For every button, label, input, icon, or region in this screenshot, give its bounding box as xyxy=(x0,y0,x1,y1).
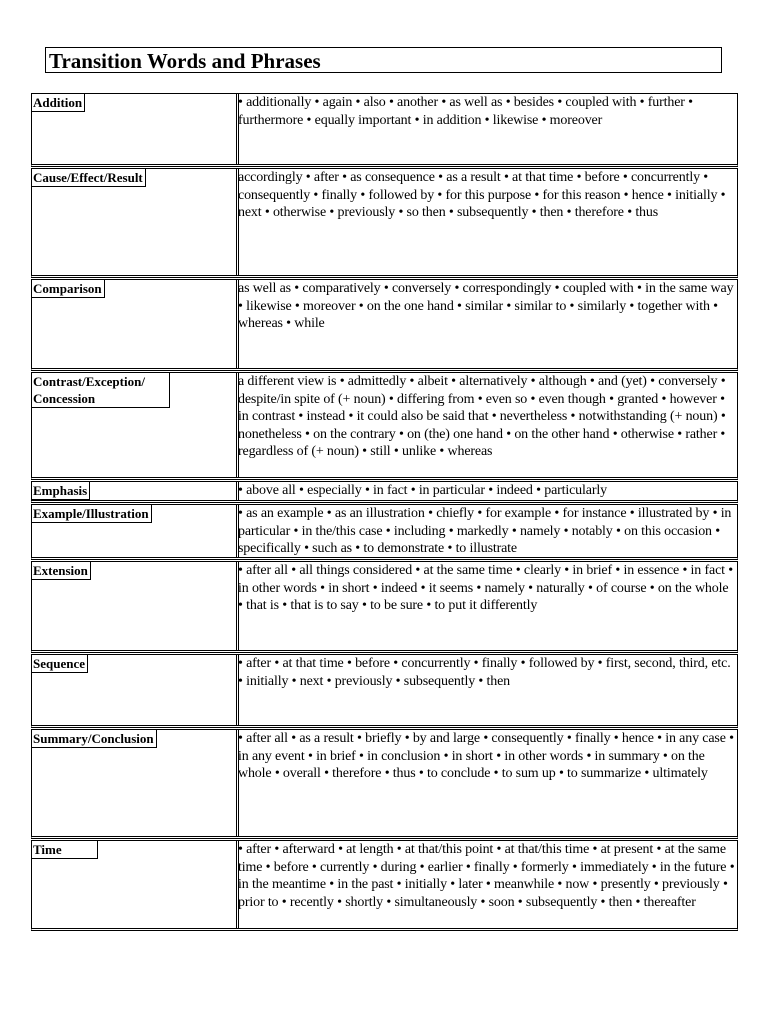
document-title: Transition Words and Phrases xyxy=(45,47,722,73)
category-label-summary-conclusion: Summary/Conclusion xyxy=(32,730,157,748)
table-row-time xyxy=(31,840,738,931)
table-row-sequence xyxy=(31,654,738,728)
category-label-sequence: Sequence xyxy=(32,655,88,673)
transition-words-comparison: as well as • comparatively • conversely • correspondingly • coupled with • in the same way • likewise • moreover • on the one hand • similar • similar to • similarly • together with • whereas • while xyxy=(238,281,734,332)
transition-words-addition: • additionally • again • also • another • as well as • besides • coupled with • further • furthermore • equally important • in addition • likewise • moreover xyxy=(238,95,693,128)
category-cell xyxy=(32,505,239,557)
category-cell xyxy=(32,94,239,164)
table-row-comparison xyxy=(31,279,738,371)
category-cell xyxy=(32,730,239,836)
category-cell xyxy=(32,562,239,650)
table-row-summary-conclusion xyxy=(31,729,738,839)
category-cell xyxy=(32,373,239,477)
transition-words-emphasis: • above all • especially • in fact • in particular • indeed • particularly xyxy=(238,483,607,498)
table-row-addition xyxy=(31,93,738,167)
transition-words-summary-conclusion: • after all • as a result • briefly • by and large • consequently • finally • hence • in any case • in any event • in brief • in conclusion • in short • in other words • in summary • on the whole • overall • therefore • thus • to conclude • to sum up • to summarize • ultimately xyxy=(238,731,734,782)
category-label-comparison: Comparison xyxy=(32,280,105,298)
category-cell xyxy=(32,482,239,500)
table-row-contrast-exception-concession xyxy=(31,372,738,480)
table-row-extension xyxy=(31,561,738,653)
category-label-time: Time xyxy=(32,841,98,859)
category-label-extension: Extension xyxy=(32,562,91,580)
transition-words-cause-effect-result: accordingly • after • as consequence • as a result • at that time • before • concurrently • consequently • finally • followed by • for this purpose • for this reason • hence • initially • next • otherwise • previously • so then • subsequently • then • therefore • thus xyxy=(238,170,726,221)
category-label-example-illustration: Example/Illustration xyxy=(32,505,152,523)
category-label-cause-effect-result: Cause/Effect/Result xyxy=(32,169,146,187)
category-label-addition: Addition xyxy=(32,94,85,112)
category-cell xyxy=(32,169,239,275)
transition-words-example-illustration: • as an example • as an illustration • chiefly • for example • for instance • illustrated by • in particular • in the/this case • including • markedly • namely • notably • on this occasion • specifically • such as • to demonstrate • to illustrate xyxy=(238,506,732,557)
transition-words-extension: • after all • all things considered • at the same time • clearly • in brief • in essence • in fact • in other words • in short • indeed • it seems • namely • naturally • of course • on the whole • that is • that is to say • to be sure • to put it differently xyxy=(238,563,733,614)
table-row-example-illustration xyxy=(31,504,738,560)
transition-words-contrast-exception-concession: a different view is • admittedly • albeit • alternatively • although • and (yet) • conversely • despite/in spite of (+ noun) • differing from • even so • even though • granted • however • in contrast • instead • it could also be said that • nevertheless • notwithstanding (+ noun) • nonetheless • on the contrary • on (the) one hand • on the other hand • otherwise • rather • regardless of (+ noun) • still • unlike • whereas xyxy=(238,374,726,460)
category-cell xyxy=(32,280,239,368)
category-label-emphasis: Emphasis xyxy=(32,482,90,500)
category-label-contrast-exception-concession: Contrast/Exception/ Concession xyxy=(32,373,170,408)
category-cell xyxy=(32,841,239,928)
table-row-cause-effect-result xyxy=(31,168,738,278)
transition-words-time: • after • afterward • at length • at that/this point • at that/this time • at present • at the same time • before • currently • during • earlier • finally • formerly • immediately • in the future • in the meantime • in the past • initially • later • meanwhile • now • presently • previously • prior to • recently • shortly • simultaneously • soon • subsequently • then • thereafter xyxy=(238,842,735,910)
table-row-emphasis xyxy=(31,481,738,503)
category-cell xyxy=(32,655,239,725)
transition-words-sequence: • after • at that time • before • concurrently • finally • followed by • first, second, third, etc. • initially • next • previously • subsequently • then xyxy=(238,656,731,689)
